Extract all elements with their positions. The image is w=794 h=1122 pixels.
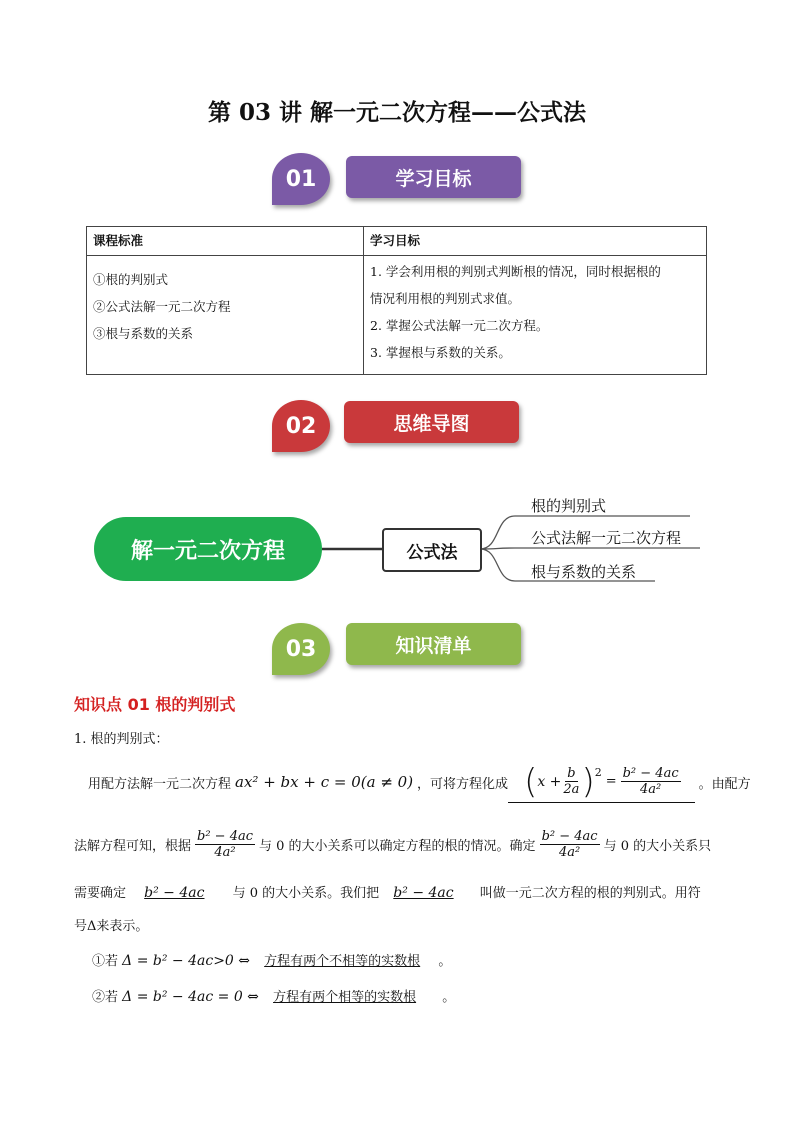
denominator: 4a² <box>558 844 581 860</box>
paragraph-line-2 <box>74 822 734 866</box>
answer-blank-completed-square: ( x + $\frac{b}{2a}$ ) $^2$ = $\frac{\text{b² − 4ac}}{\text{4a²}}$ <box>508 762 695 803</box>
left-paren: ( <box>524 761 538 802</box>
fraction <box>563 766 579 797</box>
table-header-goals: 学习目标 <box>364 227 707 256</box>
text: ，可将方程化成 <box>417 776 509 792</box>
numerator: b <box>567 766 576 781</box>
goal-item: 3. 掌握根与系数的关系。 <box>370 345 511 360</box>
goals-table <box>86 226 707 375</box>
text: 需要确定 <box>74 886 127 901</box>
text: 叫做一元二次方程的根的判别式。用符 <box>479 886 701 901</box>
mindmap-node: 公式法 <box>382 528 482 572</box>
mindmap-leaf: 根的判别式 <box>531 497 607 515</box>
text: 。 <box>442 990 456 1005</box>
numerator: b² − 4ac <box>622 766 679 781</box>
right-paren: ) <box>581 761 595 802</box>
text: ②若 <box>92 990 119 1005</box>
knowledge-heading: 知识点 01 根的判别式 <box>74 695 236 714</box>
fraction <box>621 766 681 797</box>
text: 法解方程可知，根据 <box>74 838 192 854</box>
denominator: 4a² <box>639 782 662 797</box>
text: ①若 <box>92 954 119 969</box>
equation: Δ = b² − 4ac = 0 ⇔ <box>122 989 259 1005</box>
standard-item: ②公式法解一元二次方程 <box>93 299 231 314</box>
answer-blank-discriminant: b² − 4ac <box>144 885 205 901</box>
goal-item: 2. 掌握公式法解一元二次方程。 <box>370 318 549 333</box>
goal-item: 1. 学会利用根的判别式判断根的情况，同时根据根的 <box>370 264 661 279</box>
numerator: b² − 4ac <box>541 828 598 844</box>
text: 。 <box>438 954 452 969</box>
fraction <box>195 829 255 860</box>
table-header-standards: 课程标准 <box>87 227 364 256</box>
denominator: 4a² <box>214 844 236 860</box>
section-03-number: 03 <box>272 623 330 675</box>
mindmap-leaf: 公式法解一元二次方程 <box>531 529 682 547</box>
text: 与 0 的大小关系只 <box>603 838 712 854</box>
exponent: 2 <box>594 765 602 779</box>
page-title: 第 03 讲 解一元二次方程——公式法 <box>207 99 587 126</box>
fraction <box>540 829 600 860</box>
text: 与 0 的大小关系。我们把 <box>232 886 380 901</box>
numerator: b² − 4ac <box>197 828 254 844</box>
paragraph-line-1 <box>88 760 751 804</box>
expression: x + <box>537 773 562 790</box>
denominator: 2a <box>563 782 580 797</box>
standard-item: ①根的判别式 <box>93 272 169 287</box>
section-01-label: 学习目标 <box>346 156 521 198</box>
paragraph-line-3 <box>74 882 701 901</box>
equation: Δ = b² − 4ac>0 ⇔ <box>122 953 251 969</box>
case-1 <box>92 950 451 969</box>
section-02-label: 思维导图 <box>344 401 519 443</box>
answer-blank-discriminant: b² − 4ac <box>393 885 454 901</box>
text: 。由配方 <box>698 776 751 792</box>
section-02-number: 02 <box>272 400 330 452</box>
section-01-number: 01 <box>272 153 330 205</box>
equation: ax² + bx + c = 0(a ≠ 0) <box>235 773 414 791</box>
answer-blank: 方程有两个不相等的实数根 <box>264 954 421 969</box>
mindmap-root: 解一元二次方程 <box>94 517 322 581</box>
standard-item: ③根与系数的关系 <box>93 326 194 341</box>
answer-blank: 方程有两个相等的实数根 <box>273 990 417 1005</box>
item-title: 1. 根的判别式： <box>74 732 169 747</box>
paragraph-line-4: 号Δ来表示。 <box>74 919 149 934</box>
text: 与 0 的大小关系可以确定方程的根的情况。确定 <box>259 838 536 854</box>
goal-item: 情况利用根的判别式求值。 <box>370 291 521 306</box>
mindmap-leaf: 根与系数的关系 <box>531 563 637 581</box>
text: 用配方法解一元二次方程 <box>88 776 232 792</box>
case-2 <box>92 986 455 1005</box>
section-03-label: 知识清单 <box>346 623 521 665</box>
